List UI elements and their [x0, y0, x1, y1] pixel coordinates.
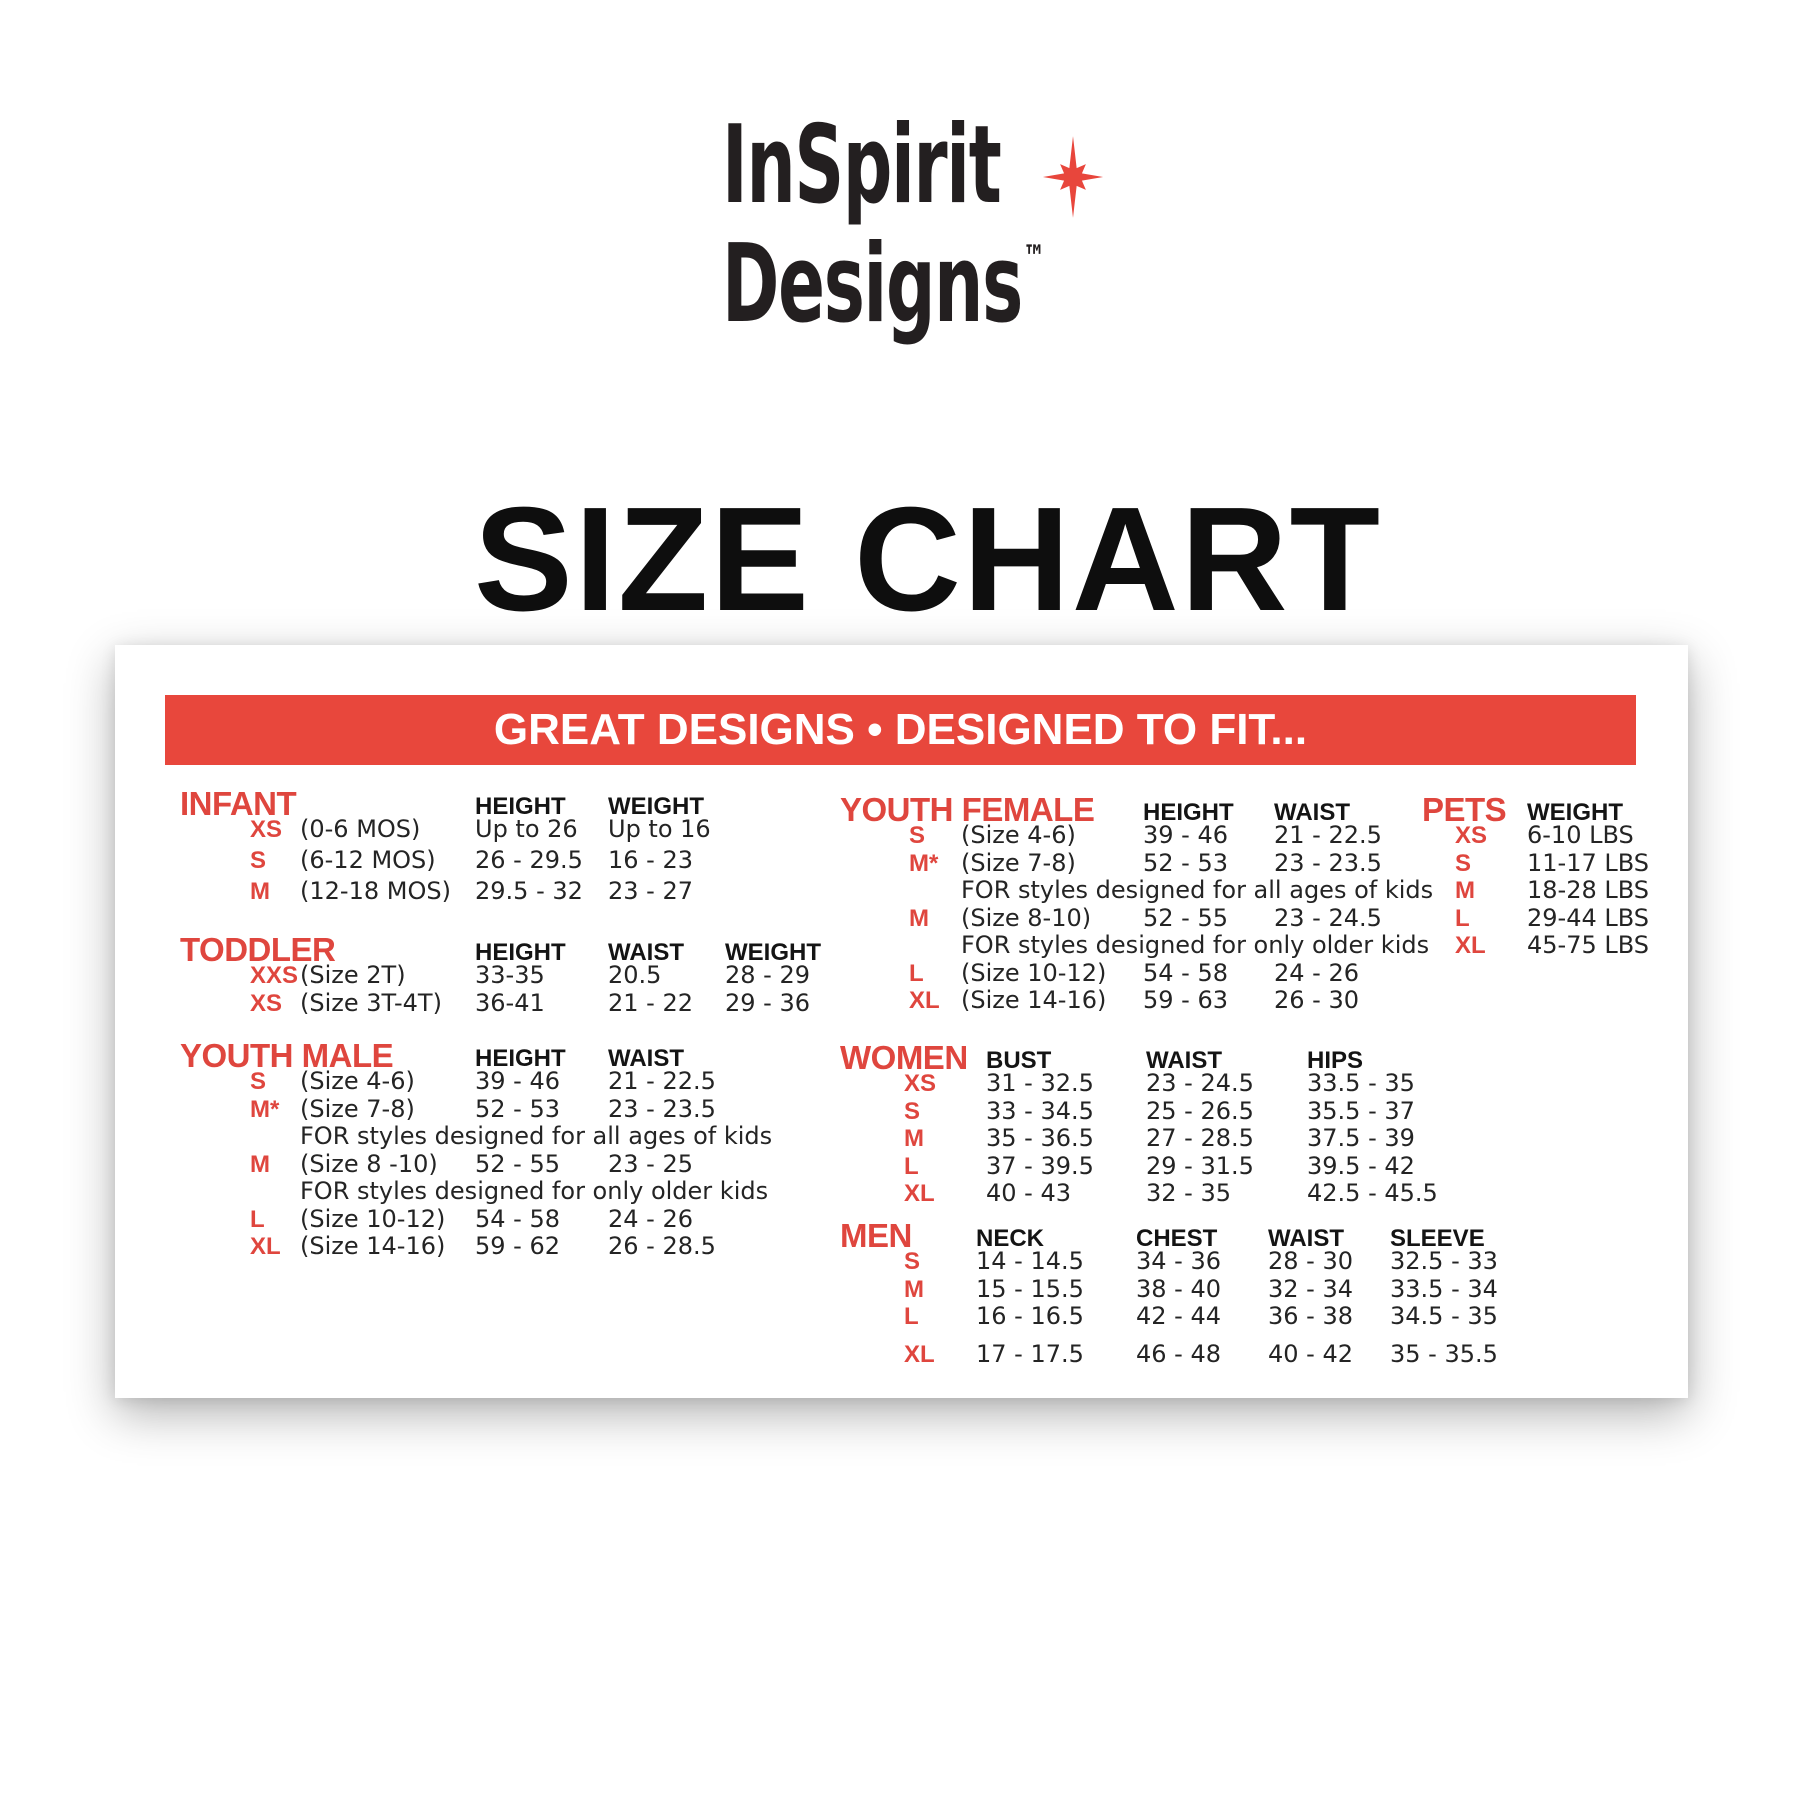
size-label: M [1455, 877, 1475, 904]
measurement-value: 17 - 17.5 [976, 1339, 1084, 1368]
column-header: HEIGHT [475, 939, 566, 966]
measurement-value: 34.5 - 35 [1390, 1302, 1498, 1330]
measurement-value: 59 - 62 [475, 1232, 560, 1260]
measurement-value: 33 - 34.5 [986, 1096, 1094, 1125]
size-label: XL [250, 1233, 281, 1260]
measurement-value: 33.5 - 35 [1307, 1069, 1415, 1097]
section-note: FOR styles designed for all ages of kids [300, 1122, 773, 1150]
size-desc: (Size 4-6) [961, 821, 1076, 849]
trademark-symbol: ™ [1023, 238, 1045, 278]
column-header: WAIST [1274, 799, 1350, 826]
size-desc: (Size 7-8) [961, 848, 1076, 877]
size-label: XL [909, 987, 940, 1014]
measurement-value: 23 - 27 [608, 877, 693, 905]
measurement-value: 28 - 30 [1268, 1247, 1353, 1275]
column-header: CHEST [1136, 1225, 1218, 1252]
measurement-value: 20.5 [608, 961, 662, 989]
column-header: NECK [976, 1225, 1045, 1252]
size-label: M* [909, 849, 939, 877]
measurement-value: 45-75 LBS [1527, 931, 1650, 959]
size-label: M [250, 1150, 270, 1178]
size-label: XXS [250, 962, 299, 989]
measurement-value: 29 - 31.5 [1146, 1151, 1254, 1180]
column-header: HEIGHT [1143, 799, 1234, 826]
measurement-value: 26 - 30 [1274, 986, 1359, 1014]
measurement-value: 33.5 - 34 [1390, 1274, 1498, 1303]
column-header: HEIGHT [475, 793, 566, 820]
section-toddler [180, 922, 865, 1017]
column-header: WEIGHT [725, 939, 821, 966]
measurement-value: 46 - 48 [1136, 1339, 1221, 1368]
size-label: XS [1455, 822, 1488, 849]
measurement-value: 52 - 55 [1143, 903, 1228, 932]
measurement-value: 14 - 14.5 [976, 1247, 1084, 1275]
size-label: L [250, 1205, 265, 1233]
size-desc: (12-18 MOS) [300, 877, 451, 905]
size-desc: (Size 3T-4T) [300, 988, 442, 1017]
size-desc: (Size 10-12) [300, 1204, 446, 1233]
size-label: M [909, 904, 929, 932]
inspirit-designs-logo [722, 103, 1142, 347]
measurement-value: 25 - 26.5 [1146, 1096, 1254, 1125]
section-title: MEN [840, 1217, 912, 1254]
size-desc: (Size 8-10) [961, 903, 1092, 932]
size-label: S [250, 1068, 267, 1095]
size-desc: (Size 14-16) [300, 1232, 446, 1260]
size-desc: (Size 7-8) [300, 1094, 415, 1123]
measurement-value: 42 - 44 [1136, 1302, 1221, 1330]
measurement-value: 37.5 - 39 [1307, 1124, 1415, 1152]
measurement-value: 23 - 23.5 [1274, 848, 1382, 877]
column-header: WAIST [608, 1045, 684, 1072]
column-header: WAIST [608, 939, 684, 966]
measurement-value: 26 - 28.5 [608, 1232, 716, 1260]
size-label: L [904, 1303, 919, 1330]
column-header: WAIST [1146, 1047, 1222, 1074]
section-title: YOUTH MALE [180, 1037, 394, 1074]
measurement-value: 52 - 53 [475, 1094, 560, 1123]
size-desc: (Size 2T) [300, 961, 406, 989]
column-header: WEIGHT [608, 793, 704, 820]
column-header: WAIST [1268, 1225, 1344, 1252]
measurement-value: 52 - 53 [1143, 848, 1228, 877]
size-label: S [1455, 849, 1472, 877]
measurement-value: 26 - 29.5 [475, 846, 583, 874]
measurement-value: 40 - 43 [986, 1179, 1071, 1207]
measurement-value: 52 - 55 [475, 1149, 560, 1178]
measurement-value: Up to 16 [608, 815, 711, 843]
measurement-value: 38 - 40 [1136, 1274, 1221, 1303]
measurement-value: 21 - 22 [608, 988, 693, 1017]
measurement-value: Up to 26 [475, 815, 578, 843]
size-label: XS [250, 989, 283, 1017]
measurement-value: 35 - 36.5 [986, 1124, 1094, 1152]
sparkle-star-icon [1040, 134, 1106, 220]
section-title: INFANT [180, 785, 297, 822]
size-label: S [250, 847, 267, 874]
measurement-value: 29-44 LBS [1527, 903, 1650, 932]
measurement-value: 33-35 [475, 961, 545, 989]
size-label: XL [1455, 932, 1486, 959]
measurement-value: 24 - 26 [1274, 958, 1359, 987]
measurement-value: 36 - 38 [1268, 1302, 1353, 1330]
section-title: WOMEN [840, 1039, 968, 1076]
column-header: HIPS [1307, 1047, 1364, 1074]
measurement-value: 16 - 23 [608, 846, 693, 874]
measurement-value: 39.5 - 42 [1307, 1151, 1415, 1180]
measurement-value: 54 - 58 [1143, 958, 1228, 987]
size-desc: (Size 4-6) [300, 1067, 415, 1095]
section-infant [180, 776, 748, 909]
section-note: FOR styles designed for all ages of kids [961, 876, 1434, 904]
measurement-value: 39 - 46 [475, 1067, 560, 1095]
measurement-value: 23 - 23.5 [608, 1094, 716, 1123]
size-label: XS [904, 1070, 937, 1097]
size-label: L [1455, 904, 1470, 932]
section-title: YOUTH FEMALE [840, 791, 1095, 828]
measurement-value: 32.5 - 33 [1390, 1247, 1498, 1275]
section-title: TODDLER [180, 931, 336, 968]
section-youth-male [180, 1028, 773, 1261]
section-pets [1422, 782, 1702, 960]
size-label: S [904, 1248, 921, 1275]
measurement-value: 29.5 - 32 [475, 877, 583, 905]
banner: GREAT DESIGNS • DESIGNED TO FIT... [165, 695, 1636, 765]
size-chart-card [115, 645, 1688, 1398]
section-note: FOR styles designed for only older kids [961, 931, 1430, 959]
measurement-value: 35.5 - 37 [1307, 1096, 1415, 1125]
measurement-value: 31 - 32.5 [986, 1069, 1094, 1097]
section-title: PETS [1422, 791, 1507, 828]
measurement-value: 32 - 35 [1146, 1179, 1231, 1207]
measurement-value: 29 - 36 [725, 988, 810, 1017]
measurement-value: 37 - 39.5 [986, 1151, 1094, 1180]
measurement-value: 27 - 28.5 [1146, 1124, 1254, 1152]
size-desc: (0-6 MOS) [300, 815, 421, 843]
measurement-value: 35 - 35.5 [1390, 1339, 1498, 1368]
logo-line2: Designs™ [722, 222, 1045, 347]
measurement-value: 23 - 24.5 [1146, 1069, 1254, 1097]
measurement-value: 42.5 - 45.5 [1307, 1179, 1438, 1207]
size-label: L [904, 1152, 919, 1180]
size-label: XL [904, 1340, 935, 1368]
measurement-value: 15 - 15.5 [976, 1274, 1084, 1303]
measurement-value: 6-10 LBS [1527, 821, 1634, 849]
size-label: M* [250, 1095, 280, 1123]
size-label: M [904, 1125, 924, 1152]
measurement-value: 21 - 22.5 [1274, 821, 1382, 849]
measurement-value: 11-17 LBS [1527, 848, 1650, 877]
size-desc: (Size 8 -10) [300, 1149, 438, 1178]
section-youth-female [840, 782, 1434, 1015]
measurement-value: 32 - 34 [1268, 1274, 1353, 1303]
size-label: S [904, 1097, 921, 1125]
section-women [840, 1030, 1472, 1208]
measurement-value: 59 - 63 [1143, 986, 1228, 1014]
measurement-value: 54 - 58 [475, 1204, 560, 1233]
column-header: SLEEVE [1390, 1225, 1485, 1252]
measurement-value: 18-28 LBS [1527, 876, 1650, 904]
size-desc: (Size 10-12) [961, 958, 1107, 987]
column-header: HEIGHT [475, 1045, 566, 1072]
measurement-value: 21 - 22.5 [608, 1067, 716, 1095]
size-label: M [904, 1275, 924, 1303]
size-label: S [909, 822, 926, 849]
measurement-value: 36-41 [475, 988, 545, 1017]
size-desc: (6-12 MOS) [300, 846, 436, 874]
measurement-value: 34 - 36 [1136, 1247, 1221, 1275]
size-desc: (Size 14-16) [961, 986, 1107, 1014]
measurement-value: 24 - 26 [608, 1204, 693, 1233]
column-header: BUST [986, 1047, 1052, 1074]
measurement-value: 28 - 29 [725, 961, 810, 989]
size-label: XS [250, 816, 283, 843]
measurement-value: 23 - 25 [608, 1149, 693, 1178]
column-header: WEIGHT [1527, 799, 1623, 826]
measurement-value: 40 - 42 [1268, 1339, 1353, 1368]
section-men [840, 1208, 1525, 1368]
logo-line1: InSpirit [722, 103, 1001, 228]
measurement-value: 39 - 46 [1143, 821, 1228, 849]
size-label: L [909, 959, 924, 987]
measurement-value: 16 - 16.5 [976, 1302, 1084, 1330]
page-title: SIZE CHART [474, 477, 1382, 643]
section-note: FOR styles designed for only older kids [300, 1177, 769, 1205]
size-label: XL [904, 1180, 935, 1207]
size-label: M [250, 878, 270, 905]
measurement-value: 23 - 24.5 [1274, 903, 1382, 932]
logo-wordmark [722, 103, 1045, 347]
